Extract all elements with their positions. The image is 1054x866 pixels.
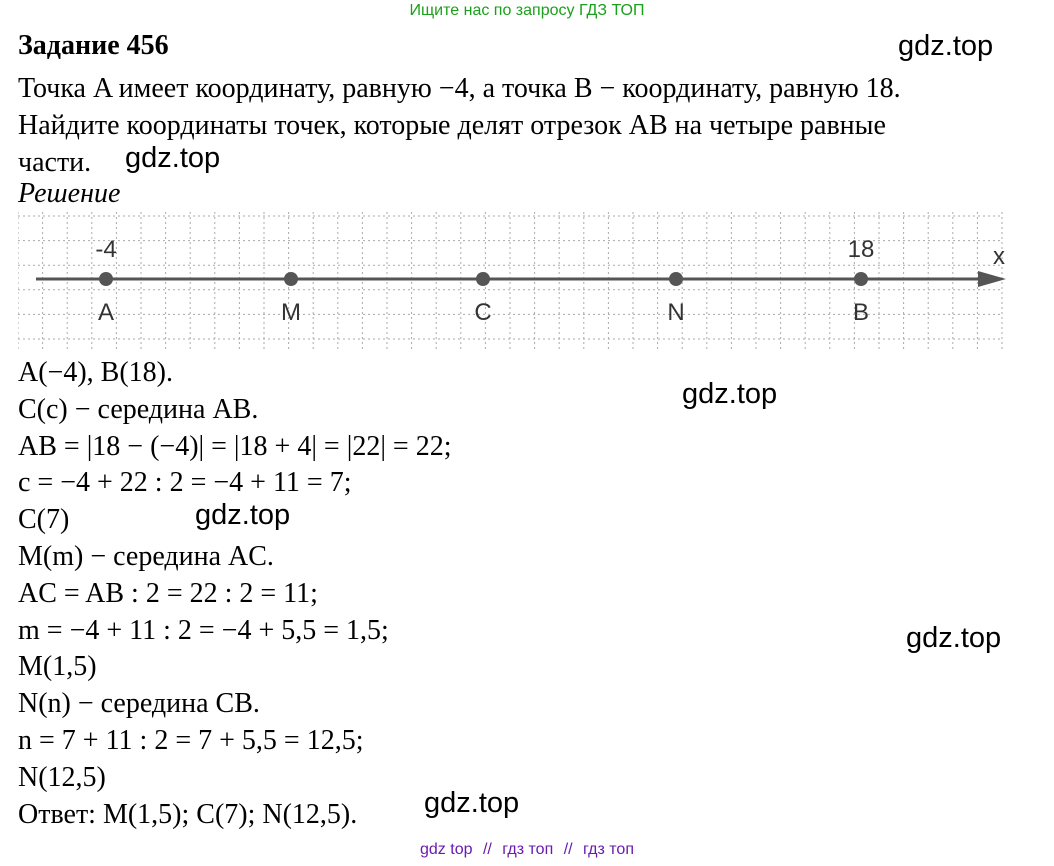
point-a-label: A — [97, 299, 115, 326]
point-n-label: N — [667, 299, 685, 326]
watermark: gdz.top — [125, 142, 221, 174]
point-m-dot — [284, 272, 298, 286]
point-m-label: M — [281, 299, 301, 326]
point-b-value: 18 — [847, 236, 875, 263]
point-c-label: C — [474, 299, 492, 326]
watermark: gdz.top — [195, 499, 291, 531]
number-line-figure — [18, 212, 1008, 357]
footer-link: гдз топ — [583, 841, 634, 858]
number-line-svg — [18, 212, 1008, 352]
point-a-dot — [99, 272, 113, 286]
solution-line: N(12,5) — [18, 761, 106, 793]
task-line: Найдите координаты точек, которые делят отрезок AB на четыре равные — [18, 110, 886, 141]
solution-line: A(−4), B(18). — [18, 357, 173, 388]
solution-line: M(1,5) — [18, 651, 97, 683]
axis-label: x — [993, 243, 1005, 270]
point-n-dot — [669, 272, 683, 286]
watermark: gdz.top — [898, 30, 994, 62]
watermark: gdz.top — [682, 378, 778, 410]
footer-link: гдз топ — [502, 841, 554, 858]
solution-line: C(7) — [18, 504, 70, 536]
solution-line: n = 7 + 11 : 2 = 7 + 5,5 = 12,5; — [18, 724, 364, 756]
solution-steps — [18, 355, 452, 833]
task-title: Задание 456 — [18, 30, 169, 61]
solution-line: M(m) − середина AC. — [18, 540, 274, 572]
solution-line: m = −4 + 11 : 2 = −4 + 5,5 = 1,5; — [18, 614, 389, 646]
solution-line: N(n) − середина CB. — [18, 688, 260, 720]
footer-separator: // — [563, 841, 573, 858]
watermark: gdz.top — [424, 787, 520, 819]
point-a-value: -4 — [95, 236, 117, 263]
point-b-dot — [854, 272, 868, 286]
point-c-dot — [476, 272, 490, 286]
point-b-label: B — [852, 299, 870, 326]
watermark: gdz.top — [906, 622, 1002, 654]
solution-line: C(c) − середина AB. — [18, 393, 259, 425]
answer-line: Ответ: M(1,5); C(7); N(12,5). — [18, 798, 358, 830]
footer — [0, 841, 1054, 859]
solution-line: AC = AB : 2 = 22 : 2 = 11; — [18, 577, 318, 609]
solution-line: AB = |18 − (−4)| = |18 + 4| = |22| = 22; — [18, 430, 452, 462]
solution-line: c = −4 + 22 : 2 = −4 + 11 = 7; — [18, 467, 352, 499]
top-banner: Ищите нас по запросу ГДЗ ТОП — [409, 2, 645, 19]
task-line-text: части. — [18, 147, 92, 178]
task-line: Точка A имеет координату, равную −4, а точка B − координату, равную 18. — [18, 73, 901, 104]
footer-link: gdz top — [420, 841, 473, 858]
footer-separator: // — [482, 841, 492, 858]
solution-label: Решение — [18, 178, 121, 209]
